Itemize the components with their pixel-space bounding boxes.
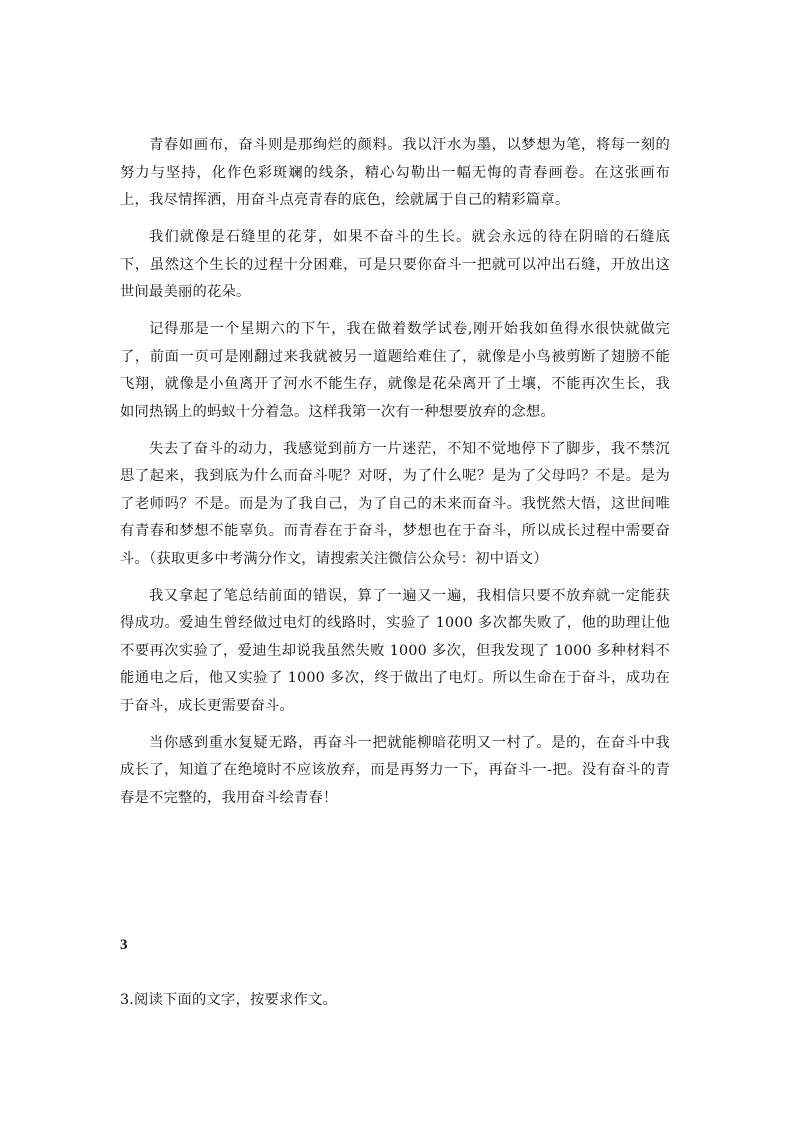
essay-paragraph-3: 记得那是一个星期六的下午，我在做着数学试卷,刚开始我如鱼得水很快就做完了，前面一页可是刚翻过来我就被另一道题给难住了，就像是小鸟被剪断了翅膀不能飞翔，就像是小鱼离开了河水不能生存，就像是花朵离开了土壤，不能再次生长，我如同热锅上的蚂蚁十分着急。这样我第一次有一种想要放弃的念想。 [120, 321, 670, 420]
section-number: 3 [120, 937, 128, 953]
essay-paragraph-5: 我又拿起了笔总结前面的错误，算了一遍又一遍，我相信只要不放弃就一定能获得成功。爱迪生曾经做过电灯的线路时，实验了 1000 多次都失败了，他的助理让他不要再次实验了，爱迪生却说我虽然失败 1000 多次，但我发现了 1000 多种材料不能通电之后，他又实验了 1000 多次，终于做出了电灯。所以生命在于奋斗，成功在于奋斗，成长更需要奋斗。 [120, 587, 670, 714]
question-prompt: 3.阅读下面的文字，按要求作文。 [120, 992, 337, 1008]
essay-paragraph-4: 失去了奋斗的动力，我感觉到前方一片迷茫，不知不觉地停下了脚步，我不禁沉思了起来，我到底为什么而奋斗呢？对呀，为了什么呢？是为了父母吗？不是。是为了老师吗？不是。而是为了我自己，为了自己的未来而奋斗。我恍然大悟，这世间唯有青春和梦想不能辜负。而青春在于奋斗，梦想也在于奋斗，所以成长过程中需要奋斗。（获取更多中考满分作文，请搜索关注微信公众号：初中语文） [120, 440, 670, 567]
essay-paragraph-1: 青春如画布，奋斗则是那绚烂的颜料。我以汗水为墨，以梦想为笔，将每一刻的努力与坚持，化作色彩斑斓的线条，精心勾勒出一幅无悔的青春画卷。在这张画布上，我尽情挥洒，用奋斗点亮青春的底色，绘就属于自己的精彩篇章。 [120, 137, 670, 208]
essay-paragraph-2: 我们就像是石缝里的花芽，如果不奋斗的生长。就会永远的待在阴暗的石缝底下，虽然这个生长的过程十分困难，可是只要你奋斗一把就可以冲出石缝，开放出这世间最美丽的花朵。 [120, 229, 670, 300]
essay-body [120, 132, 670, 812]
essay-paragraph-6: 当你感到重水复疑无路，再奋斗一把就能柳暗花明又一村了。是的，在奋斗中我成长了，知道了在绝境时不应该放弃，而是再努力一下，再奋斗一-把。没有奋斗的青春是不完整的，我用奋斗绘青春！ [120, 734, 670, 806]
